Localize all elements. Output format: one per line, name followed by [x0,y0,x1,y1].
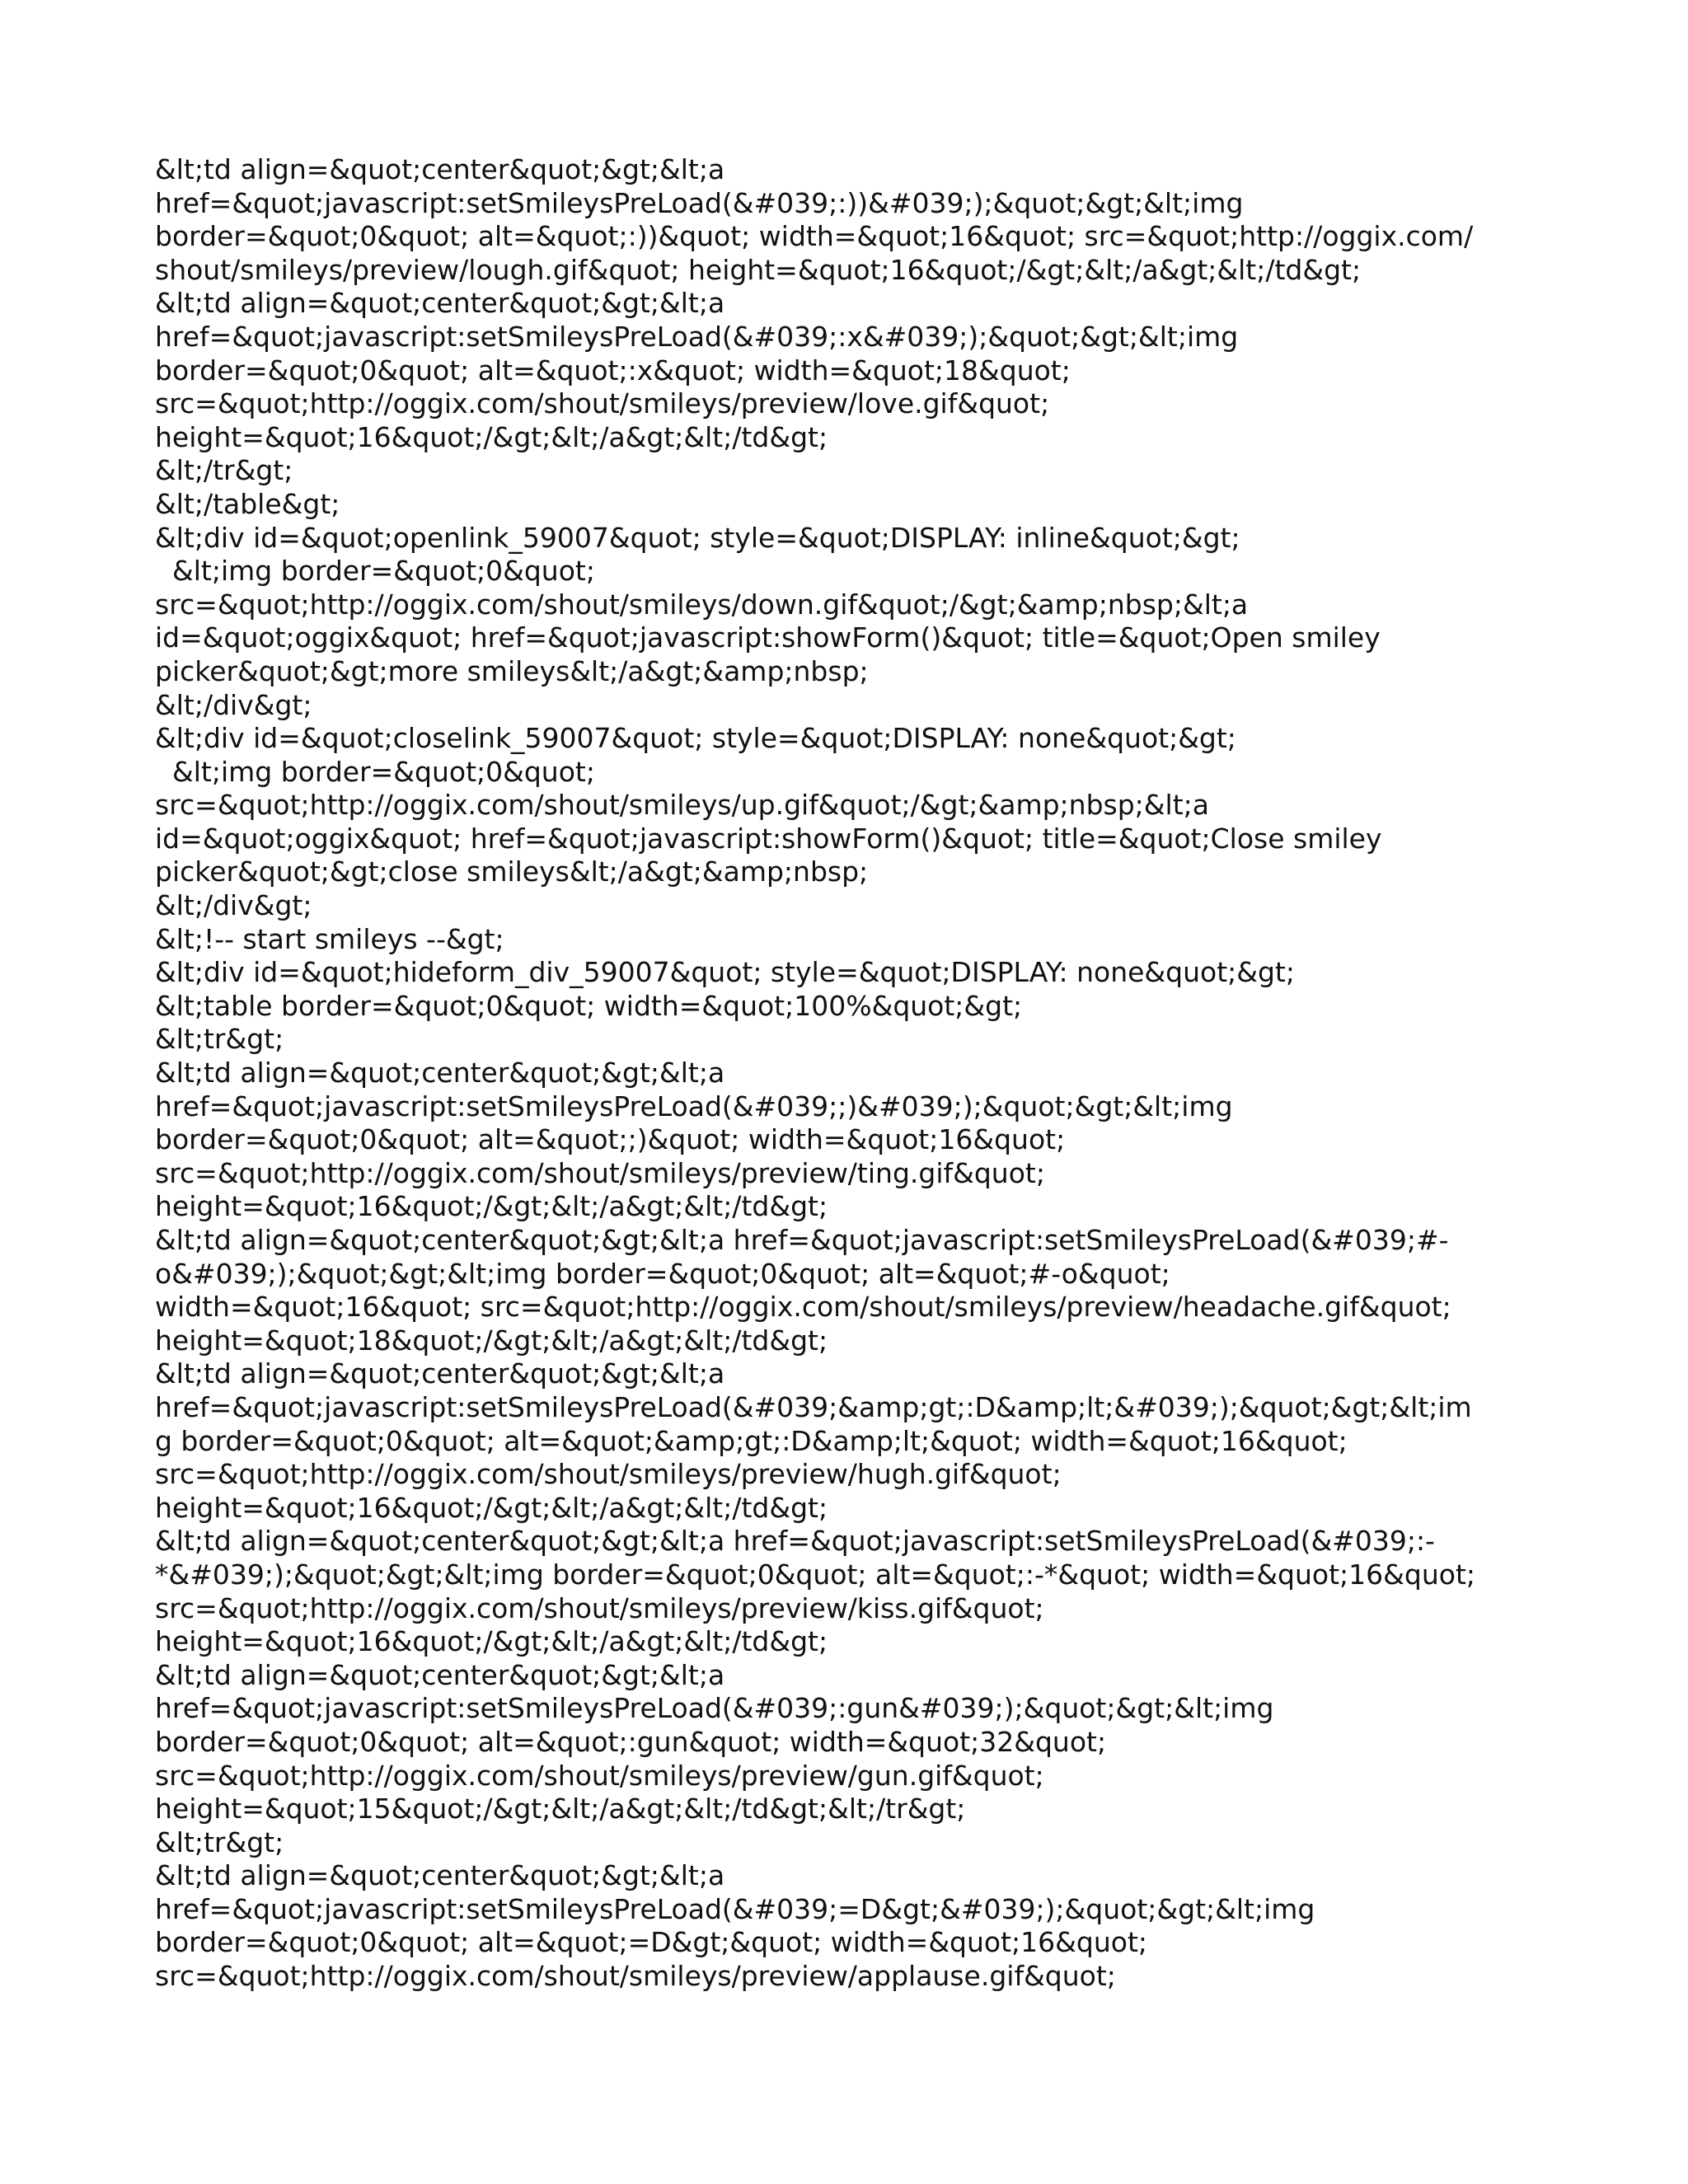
text-line: border=&quot;0&quot; alt=&quot;=D&gt;&quot; width=&quot;16&quot; [155,1926,1148,1959]
text-line: &lt;td align=&quot;center&quot;&gt;&lt;a [155,1057,725,1090]
text-line: width=&quot;16&quot; src=&quot;http://oggix.com/shout/smileys/preview/headache.gif&quot; [155,1291,1451,1324]
text-line: src=&quot;http://oggix.com/shout/smileys/preview/gun.gif&quot; [155,1759,1044,1792]
text-line: &lt;img border=&quot;0&quot; [155,555,595,588]
text-line: &lt;tr&gt; [155,1023,284,1056]
text-line: *&#039;);&quot;&gt;&lt;img border=&quot;0&quot; alt=&quot;:-*&quot; width=&quot;16&quot; [155,1558,1475,1591]
text-line: height=&quot;16&quot;/&gt;&lt;/a&gt;&lt;/td&gt; [155,1190,828,1223]
text-line: src=&quot;http://oggix.com/shout/smileys/preview/applause.gif&quot; [155,1960,1116,1993]
text-line: border=&quot;0&quot; alt=&quot;;)&quot; width=&quot;16&quot; [155,1123,1066,1156]
text-line: &lt;td align=&quot;center&quot;&gt;&lt;a href=&quot;javascript:setSmileysPreLoad(&#039;:- [155,1525,1435,1558]
text-line: &lt;/tr&gt; [155,454,293,487]
text-line: href=&quot;javascript:setSmileysPreLoad(&#039;:))&#039;);&quot;&gt;&lt;img [155,186,1244,219]
text-line: &lt;/table&gt; [155,487,340,520]
text-line: &lt;td align=&quot;center&quot;&gt;&lt;a [155,1859,725,1892]
text-line: href=&quot;javascript:setSmileysPreLoad(&#039;:gun&#039;);&quot;&gt;&lt;img [155,1692,1274,1725]
text-line: &lt;td align=&quot;center&quot;&gt;&lt;a [155,287,725,320]
text-line: src=&quot;http://oggix.com/shout/smileys/preview/love.gif&quot; [155,387,1050,420]
text-line: &lt;td align=&quot;center&quot;&gt;&lt;a [155,153,725,185]
text-line: height=&quot;16&quot;/&gt;&lt;/a&gt;&lt;/td&gt; [155,420,828,453]
text-line: href=&quot;javascript:setSmileysPreLoad(&#039;=D&gt;&#039;);&quot;&gt;&lt;img [155,1892,1315,1925]
text-line: src=&quot;http://oggix.com/shout/smileys/preview/ting.gif&quot; [155,1156,1045,1189]
text-line: id=&quot;oggix&quot; href=&quot;javascript:showForm()&quot; title=&quot;Open smiley [155,621,1381,654]
text-line: border=&quot;0&quot; alt=&quot;:x&quot; width=&quot;18&quot; [155,354,1071,387]
text-line: id=&quot;oggix&quot; href=&quot;javascript:showForm()&quot; title=&quot;Close smiley [155,822,1382,855]
text-line: &lt;div id=&quot;closelink_59007&quot; style=&quot;DISPLAY: none&quot;&gt; [155,722,1236,755]
text-line: href=&quot;javascript:setSmileysPreLoad(&#039;;)&#039;);&quot;&gt;&lt;img [155,1090,1233,1122]
text-line: height=&quot;18&quot;/&gt;&lt;/a&gt;&lt;/td&gt; [155,1324,828,1357]
text-line: &lt;div id=&quot;openlink_59007&quot; style=&quot;DISPLAY: inline&quot;&gt; [155,521,1240,554]
text-line: src=&quot;http://oggix.com/shout/smileys/up.gif&quot;/&gt;&amp;nbsp;&lt;a [155,789,1209,822]
text-line: &lt;img border=&quot;0&quot; [155,755,595,788]
text-line: &lt;!-- start smileys --&gt; [155,922,504,955]
text-line: &lt;td align=&quot;center&quot;&gt;&lt;a [155,1357,725,1390]
text-line: o&#039;);&quot;&gt;&lt;img border=&quot;0&quot; alt=&quot;#-o&quot; [155,1257,1170,1290]
text-line: border=&quot;0&quot; alt=&quot;:))&quot; width=&quot;16&quot; src=&quot;http://oggix.com/ [155,220,1474,253]
text-line: height=&quot;16&quot;/&gt;&lt;/a&gt;&lt;/td&gt; [155,1491,828,1524]
text-line: href=&quot;javascript:setSmileysPreLoad(&#039;:x&#039;);&quot;&gt;&lt;img [155,320,1239,353]
text-line: &lt;/div&gt; [155,889,312,922]
text-line: &lt;td align=&quot;center&quot;&gt;&lt;a href=&quot;javascript:setSmileysPreLoad(&#039;#- [155,1224,1449,1256]
text-line: height=&quot;16&quot;/&gt;&lt;/a&gt;&lt;/td&gt; [155,1625,828,1658]
text-line: g border=&quot;0&quot; alt=&quot;&amp;gt;:D&amp;lt;&quot; width=&quot;16&quot; [155,1424,1348,1457]
text-line: &lt;tr&gt; [155,1825,284,1858]
text-line: &lt;div id=&quot;hideform_div_59007&quot; style=&quot;DISPLAY: none&quot;&gt; [155,956,1295,989]
text-line: height=&quot;15&quot;/&gt;&lt;/a&gt;&lt;/td&gt;&lt;/tr&gt; [155,1793,966,1825]
text-line: src=&quot;http://oggix.com/shout/smileys/preview/kiss.gif&quot; [155,1591,1044,1624]
text-line: picker&quot;&gt;more smileys&lt;/a&gt;&amp;nbsp; [155,654,869,687]
text-line: &lt;td align=&quot;center&quot;&gt;&lt;a [155,1658,725,1691]
text-line: &lt;/div&gt; [155,688,312,721]
text-line: src=&quot;http://oggix.com/shout/smileys/down.gif&quot;/&gt;&amp;nbsp;&lt;a [155,588,1249,621]
text-line: &lt;table border=&quot;0&quot; width=&quot;100%&quot;&gt; [155,989,1023,1022]
code-text-block [155,153,1540,1994]
text-line: border=&quot;0&quot; alt=&quot;:gun&quot; width=&quot;32&quot; [155,1725,1107,1758]
text-line: shout/smileys/preview/lough.gif&quot; height=&quot;16&quot;/&gt;&lt;/a&gt;&lt;/td&gt; [155,253,1362,286]
text-line: src=&quot;http://oggix.com/shout/smileys/preview/hugh.gif&quot; [155,1458,1062,1491]
text-line: href=&quot;javascript:setSmileysPreLoad(&#039;&amp;gt;:D&amp;lt;&#039;);&quot;&gt;&lt;im [155,1390,1472,1423]
text-line: picker&quot;&gt;close smileys&lt;/a&gt;&amp;nbsp; [155,855,869,888]
